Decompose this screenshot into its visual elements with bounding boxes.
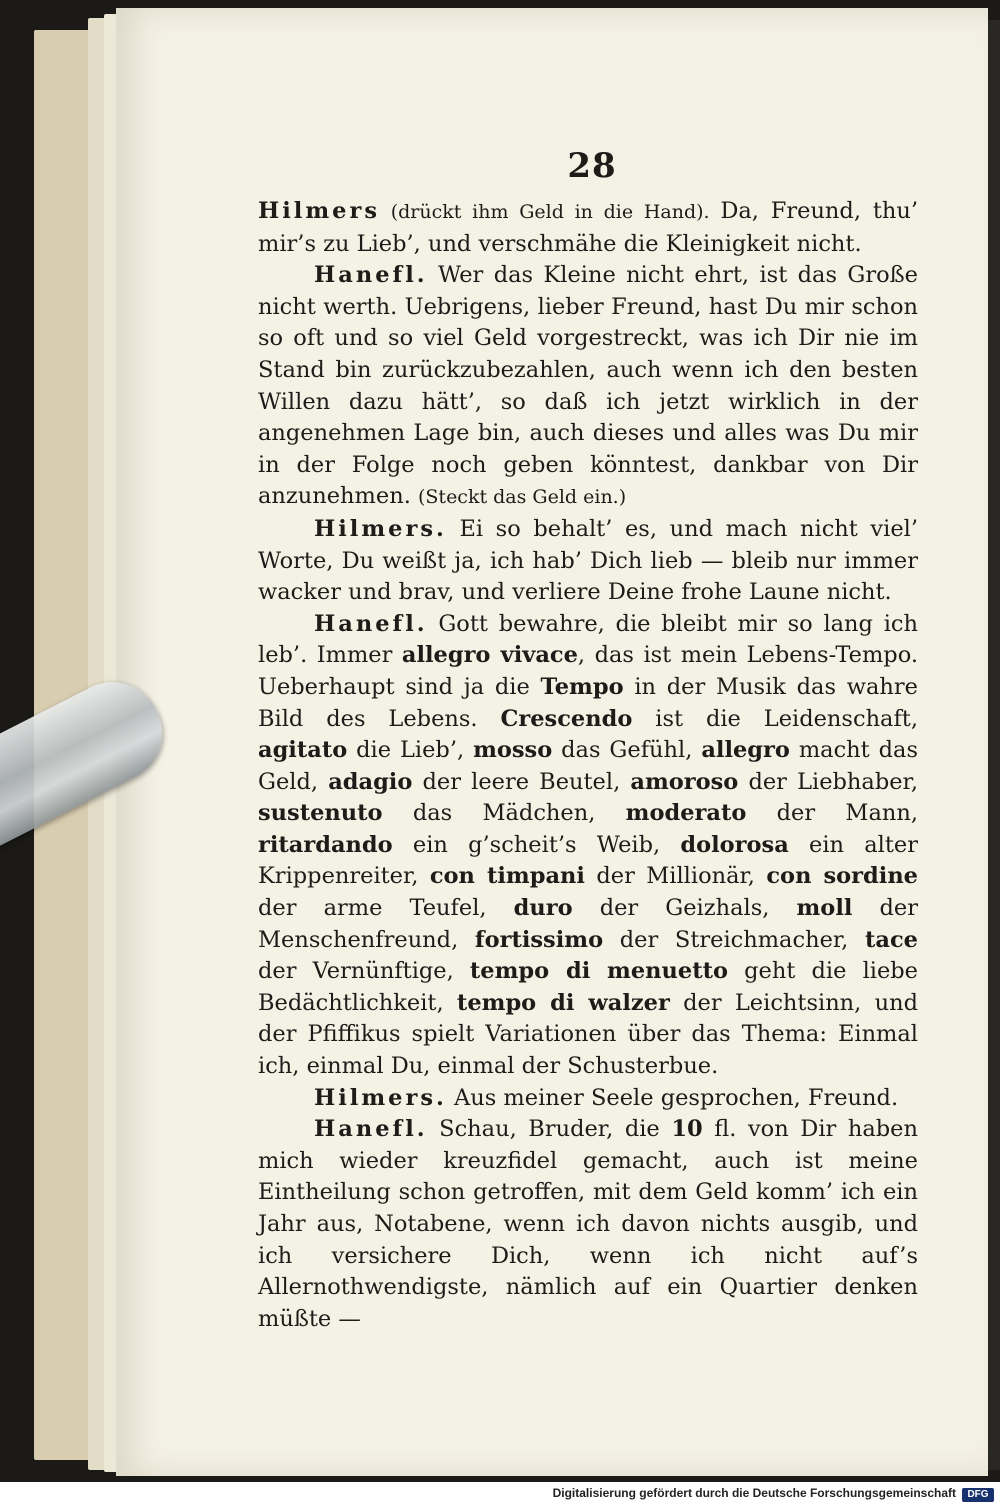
paragraph xyxy=(258,1114,918,1335)
footer-bar xyxy=(0,1482,1000,1508)
paragraph xyxy=(258,1083,918,1115)
speaker-name: Hilmers xyxy=(258,198,380,224)
speaker-name: Hilmers. xyxy=(314,515,447,542)
dialogue-text: allegro vivace xyxy=(401,642,578,669)
dialogue-text: das Mädchen, xyxy=(382,800,626,827)
dfg-logo: DFG xyxy=(962,1488,994,1502)
dialogue-text: Aus meiner Seele gesprochen, Freund. xyxy=(446,1084,899,1111)
dialogue-text: ritardando xyxy=(258,831,393,858)
dialogue-text: ist die Leidenschaft, xyxy=(632,705,918,732)
dialogue-text: tempo di walzer xyxy=(456,989,670,1016)
speaker-name: Hanefl. xyxy=(314,1116,428,1143)
dialogue-text: tace xyxy=(865,926,918,953)
paragraph xyxy=(258,514,918,609)
dialogue-text: sustenuto xyxy=(258,800,383,827)
paragraph xyxy=(258,609,918,1083)
dialogue-text: das Gefühl, xyxy=(552,737,702,764)
dialogue-text: duro xyxy=(513,895,573,922)
stage-direction: (drückt ihm Geld in die Hand). xyxy=(380,201,721,223)
page-body-text xyxy=(258,196,918,1335)
speaker-name: Hilmers. xyxy=(314,1084,447,1111)
dialogue-text: macht das Geld, xyxy=(258,737,918,795)
right-page-shadow xyxy=(988,20,1000,1470)
dialogue-text: Tempo xyxy=(540,673,624,700)
dialogue-text: der Vernünftige, xyxy=(258,958,470,985)
dialogue-text: der Leichtsinn, und der Pfiffikus spielt Variationen über das Thema: Einmal ich, einmal Du, einmal der Schusterbue. xyxy=(258,989,918,1080)
dialogue-text: ein g’scheit’s Weib, xyxy=(392,831,681,858)
dialogue-text: ein alter Krippenreiter, xyxy=(258,831,918,890)
dialogue-text: tempo di menuetto xyxy=(469,958,729,985)
speaker-name: Hanefl. xyxy=(314,262,428,289)
speaker-name: Hanefl. xyxy=(314,610,428,637)
dialogue-text: der Liebhaber, xyxy=(738,768,918,795)
dialogue-text: geht die liebe Bedächtlichkeit, xyxy=(258,958,918,1016)
dialogue-text: Wer das Kleine nicht ehrt, ist das Große nicht werth. Uebrigens, lieber Freund, hast Du mir schon so oft und so viel Geld vorgestreckt, was ich Dir nie im Stand bin zurückzubezahlen, auch wenn ich den besten Willen dazu hätt’, so daß ich jetzt wirklich in der angenehmen Lage bin, auch dieses und alles was Du mir in der Folge noch geben könntest, dankbar von Dir anzunehmen. xyxy=(258,262,918,510)
dialogue-text: fortissimo xyxy=(474,926,604,953)
dialogue-text: moderato xyxy=(625,800,747,827)
dialogue-text: adagio xyxy=(328,768,413,795)
dialogue-text: der Menschenfreund, xyxy=(258,895,918,953)
dialogue-text: allegro xyxy=(701,737,790,764)
dialogue-text: Schau, Bruder, die xyxy=(427,1116,672,1143)
paragraph xyxy=(258,260,918,514)
dialogue-text: der Mann, xyxy=(746,800,918,827)
dialogue-text: 10 xyxy=(671,1116,703,1143)
dialogue-text: die Lieb’, xyxy=(347,737,474,764)
stage-direction: (Steckt das Geld ein.) xyxy=(418,486,627,509)
dialogue-text: der Millionär, xyxy=(584,863,767,890)
page-number: 28 xyxy=(567,146,617,186)
dialogue-text: amoroso xyxy=(630,768,739,795)
dialogue-text: der Geizhals, xyxy=(572,895,797,922)
dialogue-text: con sordine xyxy=(766,863,918,890)
dialogue-text: Gott bewahre, die bleibt mir so lang ich leb’. Immer xyxy=(258,610,918,669)
dialogue-text: agitato xyxy=(258,737,348,764)
dialogue-text: der Streichmacher, xyxy=(603,926,865,953)
dialogue-text: fl. von Dir haben mich wieder kreuzfidel gemacht, auch ist meine Eintheilung schon getroffen, mit dem Geld komm’ ich ein Jahr aus, Notabene, wenn ich davon nichts ausgib, und ich versichere Dich, wenn ich nicht auf’s Allernothwendigste, nämlich auf ein Quartier denken müßte — xyxy=(258,1116,918,1332)
dialogue-text: con timpani xyxy=(429,863,585,890)
dialogue-text: Crescendo xyxy=(500,705,633,732)
dialogue-text: der arme Teufel, xyxy=(258,895,514,922)
dialogue-text: moll xyxy=(796,895,853,922)
footer-credit: Digitalisierung gefördert durch die Deutsche Forschungsgemeinschaft xyxy=(552,1486,956,1500)
dialogue-text: der leere Beutel, xyxy=(412,768,631,795)
dialogue-text: Ei so behalt’ es, und mach nicht viel’ Worte, Du weißt ja, ich hab’ Dich lieb — bleib nur immer wacker und brav, und verliere Deine frohe Laune nicht. xyxy=(258,515,918,606)
dialogue-text: dolorosa xyxy=(680,831,789,858)
dialogue-text: Da, Freund, thu’ mir’s zu Lieb’, und verschmähe die Kleinigkeit nicht. xyxy=(258,198,918,257)
dialogue-text: mosso xyxy=(473,737,553,764)
dialogue-text: in der Musik das wahre Bild des Lebens. xyxy=(258,673,918,732)
dialogue-text: , das ist mein Lebens-Tempo. Ueberhaupt sind ja die xyxy=(258,642,918,700)
paragraph xyxy=(258,196,918,260)
